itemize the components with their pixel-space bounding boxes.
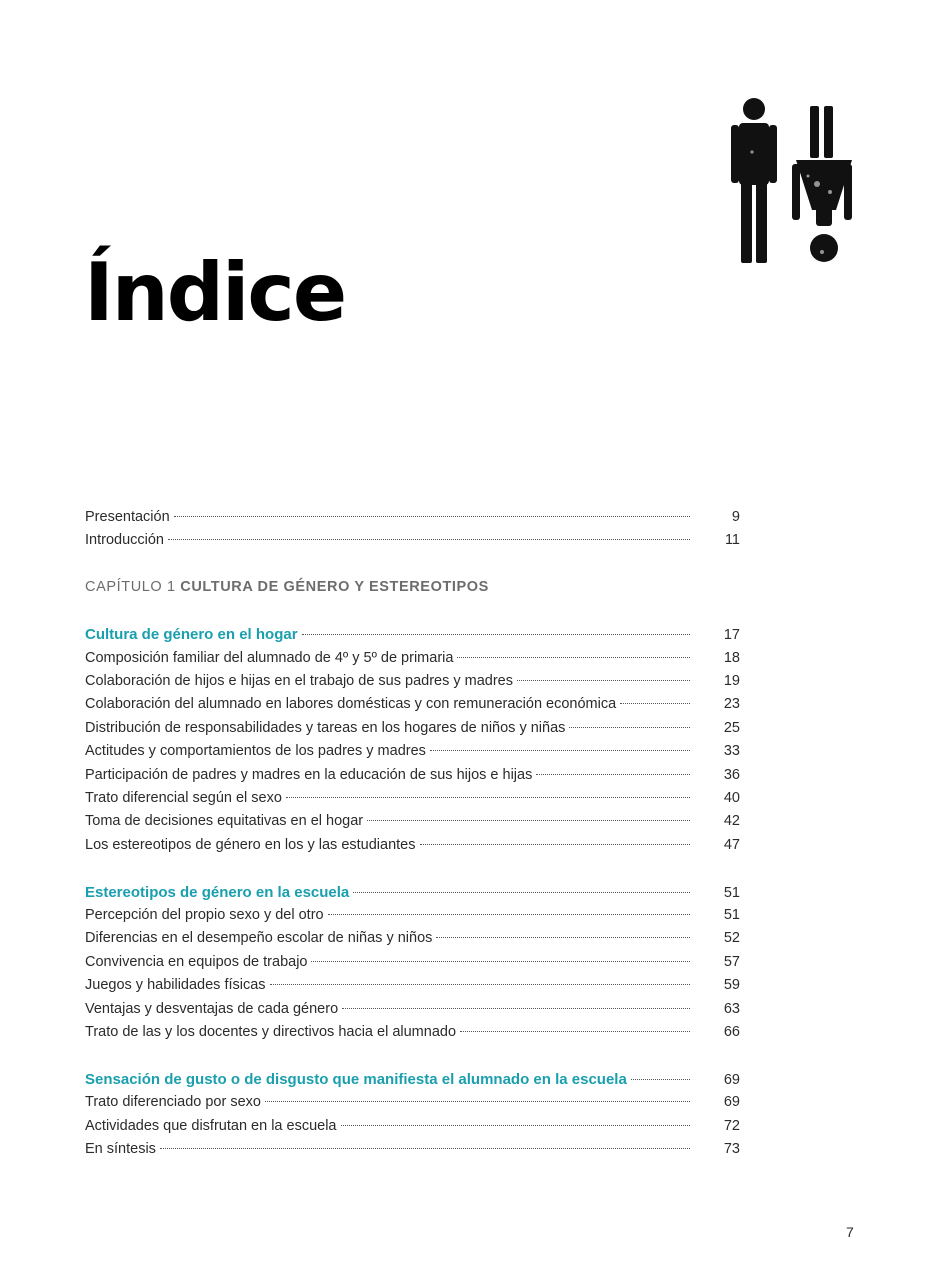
dot-leader <box>420 844 691 845</box>
toc-entry[interactable] <box>85 904 740 927</box>
dot-leader <box>430 750 690 751</box>
dot-leader <box>341 1125 691 1126</box>
toc-entry-title: Actitudes y comportamientos de los padres y madres <box>85 743 426 760</box>
toc-entry[interactable] <box>85 834 740 857</box>
dot-leader <box>168 539 690 540</box>
dot-leader <box>160 1148 690 1149</box>
toc-page-number: 23 <box>723 696 740 713</box>
dot-leader <box>311 961 690 962</box>
toc-entry[interactable] <box>85 1138 740 1161</box>
dot-leader <box>620 703 690 704</box>
dot-leader <box>436 937 690 938</box>
toc-entry-title: Trato diferencial según el sexo <box>85 789 282 806</box>
toc-entry[interactable] <box>85 670 740 693</box>
dot-leader <box>265 1101 690 1102</box>
chapter-title: CULTURA DE GÉNERO Y ESTEREOTIPOS <box>180 579 489 596</box>
toc-entry[interactable] <box>85 951 740 974</box>
page-number: 7 <box>846 1224 854 1240</box>
toc-section-title: Sensación de gusto o de disgusto que manifiesta el alumnado en la escuela <box>85 1070 627 1088</box>
toc-page-number: 52 <box>723 930 740 947</box>
toc-entry[interactable] <box>85 740 740 763</box>
toc-entry-title: Distribución de responsabilidades y tareas en los hogares de niños y niñas <box>85 719 566 736</box>
dot-leader <box>328 914 690 915</box>
toc-page-number: 72 <box>723 1117 740 1134</box>
toc-entry-title: Trato diferenciado por sexo <box>85 1094 261 1111</box>
toc-entry[interactable] <box>85 1115 740 1138</box>
dot-leader <box>342 1008 690 1009</box>
dot-leader <box>367 820 690 821</box>
toc-page-number: 9 <box>731 509 740 525</box>
toc-entry[interactable] <box>85 927 740 950</box>
toc-entry[interactable] <box>85 717 740 740</box>
toc-page-number: 51 <box>723 906 740 923</box>
toc-section-estereotipos-escuela[interactable] <box>85 881 740 904</box>
toc-entry-title: En síntesis <box>85 1140 156 1157</box>
toc-page-number: 11 <box>724 532 740 549</box>
toc-page-number: 63 <box>723 1000 740 1017</box>
toc-section-title: Cultura de género en el hogar <box>85 626 298 644</box>
toc-page-number: 57 <box>723 953 740 970</box>
toc-entry-title: Participación de padres y madres en la educación de sus hijos e hijas <box>85 766 533 783</box>
toc-page-number: 69 <box>723 1094 740 1111</box>
toc-page-number: 40 <box>723 789 740 806</box>
toc-page-number: 51 <box>723 884 740 901</box>
dot-leader <box>353 892 690 893</box>
toc-entry[interactable] <box>85 998 740 1021</box>
toc-page-number: 36 <box>723 766 740 783</box>
chapter-heading <box>85 576 740 599</box>
toc-entry-title: Composición familiar del alumnado de 4º y 5º de primaria <box>85 649 454 666</box>
table-of-contents <box>85 506 740 1161</box>
man-and-inverted-woman-pictogram-icon <box>722 92 862 274</box>
toc-page-number: 19 <box>723 672 740 689</box>
page-title: Índice <box>84 246 346 339</box>
toc-entry-title: Toma de decisiones equitativas en el hogar <box>85 813 364 830</box>
dot-leader <box>286 797 690 798</box>
toc-entry-title: Colaboración del alumnado en labores domésticas y con remuneración económica <box>85 696 617 713</box>
toc-entry[interactable] <box>85 1091 740 1114</box>
toc-entry[interactable] <box>85 974 740 997</box>
toc-entry-title: Colaboración de hijos e hijas en el trabajo de sus padres y madres <box>85 672 513 689</box>
toc-entry-title: Percepción del propio sexo y del otro <box>85 906 324 923</box>
dot-leader <box>536 774 690 775</box>
dot-leader <box>569 727 690 728</box>
toc-entry-presentacion[interactable] <box>85 506 740 529</box>
toc-page-number: 47 <box>723 836 740 853</box>
toc-entry[interactable] <box>85 787 740 810</box>
toc-section-title: Estereotipos de género en la escuela <box>85 883 350 901</box>
toc-entry[interactable] <box>85 1021 740 1044</box>
dot-leader <box>457 657 690 658</box>
toc-page-number: 17 <box>723 627 740 644</box>
toc-page-number: 18 <box>723 649 740 666</box>
toc-entry-title: Actividades que disfrutan en la escuela <box>85 1117 337 1134</box>
toc-page-number: 25 <box>723 719 740 736</box>
toc-entry-title: Presentación <box>85 509 170 525</box>
toc-page-number: 73 <box>723 1140 740 1157</box>
toc-entry[interactable] <box>85 810 740 833</box>
toc-section-cultura-genero-hogar[interactable] <box>85 623 740 646</box>
dot-leader <box>517 680 690 681</box>
dot-leader <box>174 516 690 517</box>
toc-entry-title: Trato de las y los docentes y directivos hacia el alumnado <box>85 1023 457 1040</box>
toc-page-number: 42 <box>723 813 740 830</box>
chapter-label: CAPÍTULO 1 <box>85 579 176 596</box>
toc-page-number: 69 <box>723 1071 740 1088</box>
toc-entry-title: Ventajas y desventajas de cada género <box>85 1000 339 1017</box>
dot-leader <box>302 634 690 635</box>
toc-entry-title: Diferencias en el desempeño escolar de niñas y niños <box>85 930 433 947</box>
toc-page-number: 33 <box>723 743 740 760</box>
toc-section-sensacion-gusto-disgusto[interactable] <box>85 1068 740 1091</box>
toc-entry-title: Los estereotipos de género en los y las estudiantes <box>85 836 416 853</box>
toc-entry-title: Convivencia en equipos de trabajo <box>85 953 308 970</box>
toc-entry[interactable] <box>85 647 740 670</box>
toc-entry-introduccion[interactable] <box>85 529 740 552</box>
toc-entry[interactable] <box>85 693 740 716</box>
toc-page-number: 59 <box>723 977 740 994</box>
toc-page-number: 66 <box>723 1023 740 1040</box>
toc-entry-title: Juegos y habilidades físicas <box>85 977 266 994</box>
dot-leader <box>270 984 690 985</box>
toc-entry[interactable] <box>85 764 740 787</box>
dot-leader <box>460 1031 690 1032</box>
toc-entry-title: Introducción <box>85 532 164 549</box>
dot-leader <box>631 1079 690 1080</box>
